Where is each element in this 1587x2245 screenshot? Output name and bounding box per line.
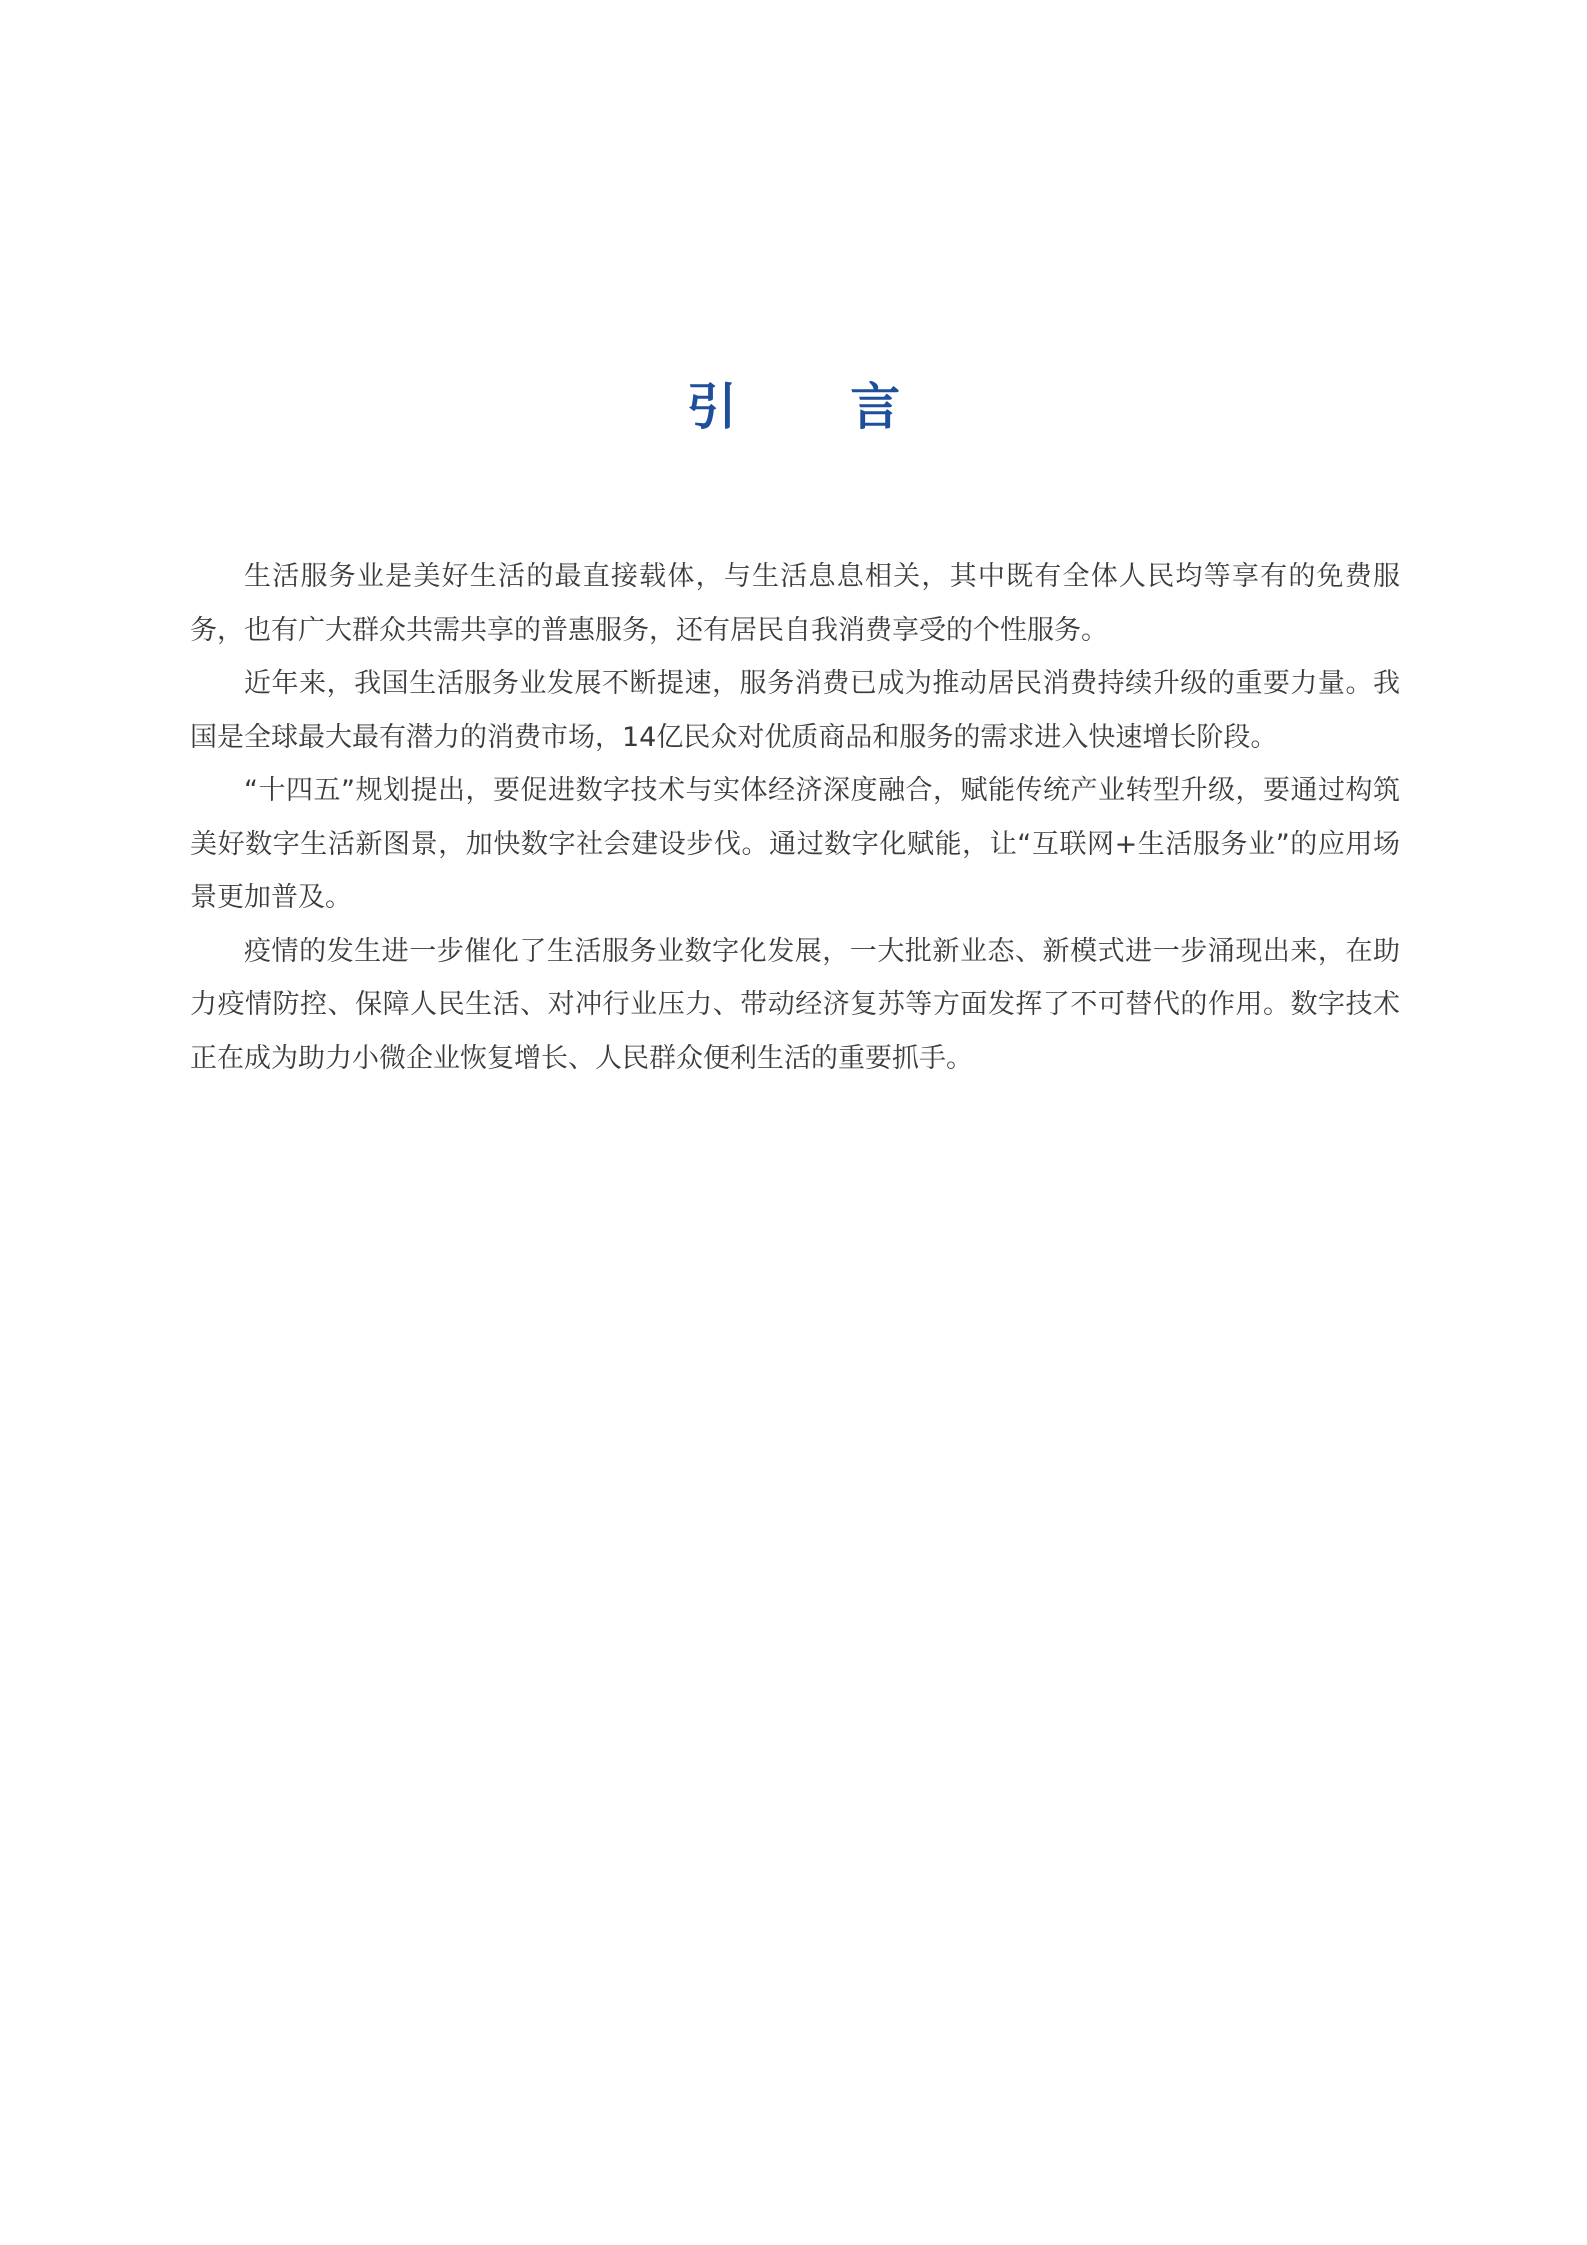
paragraph-3: “十四五”规划提出，要促进数字技术与实体经济深度融合，赋能传统产业转型升级，要通过构筑美好数字生活新图景，加快数字社会建设步伐。通过数字化赋能，让“互联网+生活服务业”的应用场景更加普及。 [190, 775, 1400, 913]
document-body [190, 550, 1400, 1085]
paragraph-1: 生活服务业是美好生活的最直接载体，与生活息息相关，其中既有全体人民均等享有的免费服务，也有广大群众共需共享的普惠服务，还有居民自我消费享受的个性服务。 [190, 561, 1400, 646]
paragraph-2: 近年来，我国生活服务业发展不断提速，服务消费已成为推动居民消费持续升级的重要力量。我国是全球最大最有潜力的消费市场，14亿民众对优质商品和服务的需求进入快速增长阶段。 [190, 668, 1400, 753]
paragraph-4: 疫情的发生进一步催化了生活服务业数字化发展，一大批新业态、新模式进一步涌现出来，在助力疫情防控、保障人民生活、对冲行业压力、带动经济复苏等方面发挥了不可替代的作用。数字技术正在成为助力小微企业恢复增长、人民群众便利生活的重要抓手。 [190, 935, 1400, 1074]
page-title: 引 言 [686, 378, 949, 436]
